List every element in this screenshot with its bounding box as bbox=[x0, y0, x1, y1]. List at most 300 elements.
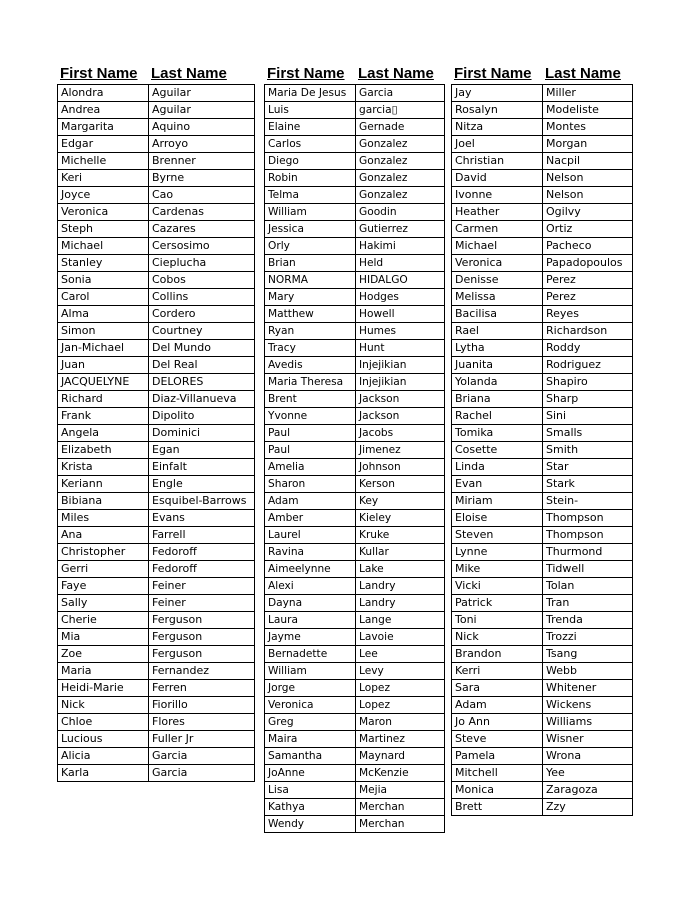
last-name-cell: Goodin bbox=[356, 204, 445, 221]
last-name-cell: Gernade bbox=[356, 119, 445, 136]
first-name-cell: Christian bbox=[452, 153, 543, 170]
first-name-cell: Karla bbox=[58, 765, 149, 782]
table-row bbox=[452, 102, 633, 119]
last-name-cell: Key bbox=[356, 493, 445, 510]
first-name-cell: Avedis bbox=[265, 357, 356, 374]
last-name-cell: Brenner bbox=[149, 153, 255, 170]
table-row bbox=[452, 408, 633, 425]
last-name-cell: Modeliste bbox=[543, 102, 633, 119]
table-row bbox=[265, 170, 445, 187]
first-name-cell: Zoe bbox=[58, 646, 149, 663]
last-name-cell: Kruke bbox=[356, 527, 445, 544]
last-name-cell: Jackson bbox=[356, 408, 445, 425]
table-row bbox=[452, 323, 633, 340]
last-name-cell: Flores bbox=[149, 714, 255, 731]
last-name-cell: Collins bbox=[149, 289, 255, 306]
first-name-cell: Carlos bbox=[265, 136, 356, 153]
first-name-cell: Richard bbox=[58, 391, 149, 408]
first-name-cell: Gerri bbox=[58, 561, 149, 578]
last-name-cell: Fernandez bbox=[149, 663, 255, 680]
first-name-cell: Samantha bbox=[265, 748, 356, 765]
table-row bbox=[452, 765, 633, 782]
table-row bbox=[452, 697, 633, 714]
first-name-cell: Kerri bbox=[452, 663, 543, 680]
name-list-block-1 bbox=[57, 64, 255, 782]
last-name-cell: Dominici bbox=[149, 425, 255, 442]
first-name-cell: Maria De Jesus bbox=[265, 85, 356, 102]
first-name-cell: William bbox=[265, 204, 356, 221]
table-row bbox=[265, 102, 445, 119]
first-name-cell: Brandon bbox=[452, 646, 543, 663]
first-name-cell: Ivonne bbox=[452, 187, 543, 204]
first-name-cell: Veronica bbox=[265, 697, 356, 714]
first-name-cell: Jay bbox=[452, 85, 543, 102]
table-row bbox=[265, 765, 445, 782]
last-name-cell: Miller bbox=[543, 85, 633, 102]
first-name-cell: JoAnne bbox=[265, 765, 356, 782]
last-name-cell: Thompson bbox=[543, 527, 633, 544]
first-name-cell: Christopher bbox=[58, 544, 149, 561]
table-row bbox=[58, 204, 255, 221]
table-row bbox=[58, 323, 255, 340]
last-name-cell: Del Real bbox=[149, 357, 255, 374]
first-name-cell: Carol bbox=[58, 289, 149, 306]
first-name-cell: Heather bbox=[452, 204, 543, 221]
first-name-cell: Mia bbox=[58, 629, 149, 646]
last-name-cell: Ferguson bbox=[149, 612, 255, 629]
table-row bbox=[58, 476, 255, 493]
first-name-cell: Brett bbox=[452, 799, 543, 816]
first-name-cell: Telma bbox=[265, 187, 356, 204]
last-name-cell: Ortiz bbox=[543, 221, 633, 238]
table-row bbox=[452, 425, 633, 442]
header-row bbox=[451, 64, 633, 82]
table-row bbox=[265, 340, 445, 357]
table-row bbox=[58, 578, 255, 595]
first-name-cell: Stanley bbox=[58, 255, 149, 272]
table-row bbox=[452, 612, 633, 629]
last-name-cell: Zaragoza bbox=[543, 782, 633, 799]
table-row bbox=[452, 663, 633, 680]
last-name-cell: Thurmond bbox=[543, 544, 633, 561]
first-name-cell: Brian bbox=[265, 255, 356, 272]
last-name-cell: Webb bbox=[543, 663, 633, 680]
table-row bbox=[265, 272, 445, 289]
last-name-cell: Injejikian bbox=[356, 374, 445, 391]
table-row bbox=[452, 731, 633, 748]
table-row bbox=[58, 544, 255, 561]
last-name-cell: Shapiro bbox=[543, 374, 633, 391]
first-name-cell: Jorge bbox=[265, 680, 356, 697]
first-name-cell: Angela bbox=[58, 425, 149, 442]
last-name-cell: Gonzalez bbox=[356, 136, 445, 153]
table-row bbox=[265, 663, 445, 680]
last-name-cell: Jackson bbox=[356, 391, 445, 408]
table-row bbox=[265, 510, 445, 527]
table-row bbox=[265, 646, 445, 663]
first-name-cell: Toni bbox=[452, 612, 543, 629]
first-name-cell: Andrea bbox=[58, 102, 149, 119]
last-name-cell: Garcia bbox=[149, 748, 255, 765]
table-row bbox=[265, 544, 445, 561]
last-name-cell: Zzy bbox=[543, 799, 633, 816]
last-name-cell: Fiorillo bbox=[149, 697, 255, 714]
last-name-cell: Johnson bbox=[356, 459, 445, 476]
table-row bbox=[58, 85, 255, 102]
first-name-cell: Sally bbox=[58, 595, 149, 612]
name-list-block-2 bbox=[264, 64, 445, 833]
last-name-cell: Montes bbox=[543, 119, 633, 136]
last-name-cell: Howell bbox=[356, 306, 445, 323]
table-row bbox=[265, 153, 445, 170]
first-name-cell: Bernadette bbox=[265, 646, 356, 663]
table-row bbox=[265, 323, 445, 340]
table-row bbox=[452, 680, 633, 697]
table-row bbox=[265, 799, 445, 816]
last-name-cell: Lopez bbox=[356, 680, 445, 697]
last-name-cell: Tolan bbox=[543, 578, 633, 595]
last-name-cell: Kieley bbox=[356, 510, 445, 527]
first-name-cell: Alicia bbox=[58, 748, 149, 765]
first-name-cell: Rachel bbox=[452, 408, 543, 425]
first-name-cell: Steph bbox=[58, 221, 149, 238]
last-name-cell: Jacobs bbox=[356, 425, 445, 442]
table-row bbox=[58, 425, 255, 442]
last-name-cell: Yee bbox=[543, 765, 633, 782]
first-name-cell: Jo Ann bbox=[452, 714, 543, 731]
first-name-cell: Maira bbox=[265, 731, 356, 748]
table-row bbox=[452, 187, 633, 204]
table-row bbox=[265, 238, 445, 255]
last-name-cell: Humes bbox=[356, 323, 445, 340]
last-name-cell: Cordero bbox=[149, 306, 255, 323]
first-name-cell: Lytha bbox=[452, 340, 543, 357]
first-name-cell: Cherie bbox=[58, 612, 149, 629]
first-name-cell: Michael bbox=[452, 238, 543, 255]
last-name-cell: Williams bbox=[543, 714, 633, 731]
table-row bbox=[452, 782, 633, 799]
table-row bbox=[265, 816, 445, 833]
first-name-cell: Miles bbox=[58, 510, 149, 527]
first-name-cell: Wendy bbox=[265, 816, 356, 833]
last-name-cell: DELORES bbox=[149, 374, 255, 391]
first-name-cell: Mike bbox=[452, 561, 543, 578]
first-name-cell: Maria bbox=[58, 663, 149, 680]
table-row bbox=[452, 153, 633, 170]
table-row bbox=[452, 646, 633, 663]
last-name-cell: Fedoroff bbox=[149, 544, 255, 561]
last-name-header: Last Name bbox=[545, 65, 621, 82]
last-name-cell: Lange bbox=[356, 612, 445, 629]
table-row bbox=[58, 493, 255, 510]
last-name-cell: Whitener bbox=[543, 680, 633, 697]
first-name-cell: Adam bbox=[452, 697, 543, 714]
last-name-cell: Wickens bbox=[543, 697, 633, 714]
last-name-cell: Tran bbox=[543, 595, 633, 612]
table-row bbox=[452, 204, 633, 221]
last-name-cell: Esquibel-Barrows bbox=[149, 493, 255, 510]
table-row bbox=[265, 408, 445, 425]
name-table bbox=[57, 84, 255, 782]
table-row bbox=[452, 544, 633, 561]
first-name-cell: Tracy bbox=[265, 340, 356, 357]
first-name-cell: Elizabeth bbox=[58, 442, 149, 459]
table-row bbox=[58, 136, 255, 153]
first-name-cell: Keri bbox=[58, 170, 149, 187]
last-name-cell: Stark bbox=[543, 476, 633, 493]
last-name-cell: Courtney bbox=[149, 323, 255, 340]
first-name-cell: Melissa bbox=[452, 289, 543, 306]
table-row bbox=[265, 442, 445, 459]
table-row bbox=[58, 731, 255, 748]
table-row bbox=[265, 578, 445, 595]
table-row bbox=[58, 391, 255, 408]
last-name-cell: Aquino bbox=[149, 119, 255, 136]
first-name-cell: Amber bbox=[265, 510, 356, 527]
table-row bbox=[265, 561, 445, 578]
table-row bbox=[452, 714, 633, 731]
table-row bbox=[58, 459, 255, 476]
table-row bbox=[265, 204, 445, 221]
table-row bbox=[265, 476, 445, 493]
table-row bbox=[452, 629, 633, 646]
first-name-cell: NORMA bbox=[265, 272, 356, 289]
last-name-cell: Lopez bbox=[356, 697, 445, 714]
table-row bbox=[58, 170, 255, 187]
first-name-cell: Rosalyn bbox=[452, 102, 543, 119]
last-name-header: Last Name bbox=[358, 65, 434, 82]
first-name-cell: Greg bbox=[265, 714, 356, 731]
table-row bbox=[452, 136, 633, 153]
last-name-cell: Roddy bbox=[543, 340, 633, 357]
first-name-cell: Pamela bbox=[452, 748, 543, 765]
first-name-cell: Vicki bbox=[452, 578, 543, 595]
last-name-cell: Einfalt bbox=[149, 459, 255, 476]
last-name-cell: Aguilar bbox=[149, 85, 255, 102]
table-row bbox=[265, 221, 445, 238]
last-name-cell: Gonzalez bbox=[356, 170, 445, 187]
first-name-cell: Dayna bbox=[265, 595, 356, 612]
table-row bbox=[452, 442, 633, 459]
table-row bbox=[452, 459, 633, 476]
first-name-cell: David bbox=[452, 170, 543, 187]
last-name-cell: Martinez bbox=[356, 731, 445, 748]
table-row bbox=[265, 187, 445, 204]
first-name-cell: Sonia bbox=[58, 272, 149, 289]
table-row bbox=[265, 748, 445, 765]
first-name-cell: Steve bbox=[452, 731, 543, 748]
last-name-cell: Mejia bbox=[356, 782, 445, 799]
last-name-cell: Nacpil bbox=[543, 153, 633, 170]
last-name-cell: Smalls bbox=[543, 425, 633, 442]
last-name-cell: Hakimi bbox=[356, 238, 445, 255]
first-name-cell: William bbox=[265, 663, 356, 680]
last-name-cell: Ferguson bbox=[149, 629, 255, 646]
table-row bbox=[265, 459, 445, 476]
last-name-cell: Trozzi bbox=[543, 629, 633, 646]
first-name-cell: Matthew bbox=[265, 306, 356, 323]
last-name-cell: Held bbox=[356, 255, 445, 272]
first-name-cell: Brent bbox=[265, 391, 356, 408]
last-name-cell: Ferguson bbox=[149, 646, 255, 663]
table-row bbox=[452, 306, 633, 323]
name-list-block-3 bbox=[451, 64, 633, 816]
first-name-cell: Lynne bbox=[452, 544, 543, 561]
first-name-cell: Kathya bbox=[265, 799, 356, 816]
header-row bbox=[57, 64, 255, 82]
first-name-cell: Alexi bbox=[265, 578, 356, 595]
first-name-cell: Margarita bbox=[58, 119, 149, 136]
table-row bbox=[265, 527, 445, 544]
last-name-cell: HIDALGO bbox=[356, 272, 445, 289]
last-name-cell: Sharp bbox=[543, 391, 633, 408]
first-name-cell: Steven bbox=[452, 527, 543, 544]
table-row bbox=[58, 187, 255, 204]
table-row bbox=[58, 629, 255, 646]
last-name-cell: Levy bbox=[356, 663, 445, 680]
last-name-cell: Lake bbox=[356, 561, 445, 578]
first-name-cell: Veronica bbox=[58, 204, 149, 221]
table-row bbox=[452, 476, 633, 493]
first-name-cell: Carmen bbox=[452, 221, 543, 238]
first-name-cell: Tomika bbox=[452, 425, 543, 442]
table-row bbox=[58, 561, 255, 578]
last-name-cell: Perez bbox=[543, 272, 633, 289]
name-table bbox=[264, 84, 445, 833]
first-name-cell: Laurel bbox=[265, 527, 356, 544]
table-row bbox=[452, 493, 633, 510]
last-name-cell: Aguilar bbox=[149, 102, 255, 119]
table-row bbox=[265, 493, 445, 510]
table-row bbox=[265, 782, 445, 799]
last-name-cell: Farrell bbox=[149, 527, 255, 544]
last-name-cell: Sini bbox=[543, 408, 633, 425]
last-name-cell: Hunt bbox=[356, 340, 445, 357]
table-row bbox=[265, 731, 445, 748]
first-name-cell: Rael bbox=[452, 323, 543, 340]
table-row bbox=[265, 119, 445, 136]
table-row bbox=[452, 391, 633, 408]
first-name-cell: Evan bbox=[452, 476, 543, 493]
table-row bbox=[58, 374, 255, 391]
first-name-cell: Joel bbox=[452, 136, 543, 153]
table-row bbox=[58, 408, 255, 425]
last-name-cell: Cardenas bbox=[149, 204, 255, 221]
last-name-cell: Tsang bbox=[543, 646, 633, 663]
table-row bbox=[452, 272, 633, 289]
first-name-cell: Elaine bbox=[265, 119, 356, 136]
last-name-cell: garcia▯ bbox=[356, 102, 445, 119]
first-name-cell: Adam bbox=[265, 493, 356, 510]
table-row bbox=[265, 680, 445, 697]
last-name-cell: Tidwell bbox=[543, 561, 633, 578]
last-name-header: Last Name bbox=[151, 65, 227, 82]
table-row bbox=[265, 255, 445, 272]
table-row bbox=[58, 527, 255, 544]
last-name-cell: Cersosimo bbox=[149, 238, 255, 255]
first-name-cell: Michael bbox=[58, 238, 149, 255]
table-row bbox=[452, 374, 633, 391]
first-name-cell: Chloe bbox=[58, 714, 149, 731]
last-name-cell: Lee bbox=[356, 646, 445, 663]
table-row bbox=[265, 85, 445, 102]
first-name-cell: Briana bbox=[452, 391, 543, 408]
table-row bbox=[58, 748, 255, 765]
last-name-cell: Reyes bbox=[543, 306, 633, 323]
name-table bbox=[451, 84, 633, 816]
first-name-cell: Linda bbox=[452, 459, 543, 476]
table-row bbox=[58, 442, 255, 459]
table-row bbox=[58, 340, 255, 357]
last-name-cell: Cao bbox=[149, 187, 255, 204]
first-name-cell: Monica bbox=[452, 782, 543, 799]
last-name-cell: Papadopoulos bbox=[543, 255, 633, 272]
table-row bbox=[265, 306, 445, 323]
table-row bbox=[452, 221, 633, 238]
first-name-cell: Paul bbox=[265, 425, 356, 442]
table-row bbox=[452, 170, 633, 187]
first-name-cell: Diego bbox=[265, 153, 356, 170]
first-name-cell: Luis bbox=[265, 102, 356, 119]
last-name-cell: Gutierrez bbox=[356, 221, 445, 238]
first-name-cell: Alondra bbox=[58, 85, 149, 102]
first-name-header: First Name bbox=[454, 65, 532, 82]
last-name-cell: Dipolito bbox=[149, 408, 255, 425]
last-name-cell: Cieplucha bbox=[149, 255, 255, 272]
last-name-cell: McKenzie bbox=[356, 765, 445, 782]
last-name-cell: Garcia bbox=[356, 85, 445, 102]
first-name-cell: Orly bbox=[265, 238, 356, 255]
last-name-cell: Injejikian bbox=[356, 357, 445, 374]
table-row bbox=[58, 272, 255, 289]
first-name-cell: Bibiana bbox=[58, 493, 149, 510]
table-row bbox=[452, 289, 633, 306]
first-name-cell: Ryan bbox=[265, 323, 356, 340]
table-row bbox=[452, 357, 633, 374]
table-row bbox=[265, 612, 445, 629]
first-name-cell: Jessica bbox=[265, 221, 356, 238]
last-name-cell: Landry bbox=[356, 595, 445, 612]
first-name-cell: Paul bbox=[265, 442, 356, 459]
first-name-cell: Alma bbox=[58, 306, 149, 323]
first-name-header: First Name bbox=[60, 65, 138, 82]
table-row bbox=[452, 340, 633, 357]
table-row bbox=[265, 714, 445, 731]
last-name-cell: Rodriguez bbox=[543, 357, 633, 374]
last-name-cell: Maron bbox=[356, 714, 445, 731]
last-name-cell: Nelson bbox=[543, 187, 633, 204]
first-name-cell: Mitchell bbox=[452, 765, 543, 782]
table-row bbox=[58, 595, 255, 612]
table-row bbox=[58, 765, 255, 782]
first-name-cell: Amelia bbox=[265, 459, 356, 476]
last-name-cell: Nelson bbox=[543, 170, 633, 187]
last-name-cell: Gonzalez bbox=[356, 153, 445, 170]
last-name-cell: Jimenez bbox=[356, 442, 445, 459]
last-name-cell: Diaz-Villanueva bbox=[149, 391, 255, 408]
first-name-cell: Joyce bbox=[58, 187, 149, 204]
first-name-cell: Lisa bbox=[265, 782, 356, 799]
table-row bbox=[58, 646, 255, 663]
first-name-cell: Lucious bbox=[58, 731, 149, 748]
header-row bbox=[264, 64, 445, 82]
last-name-cell: Fuller Jr bbox=[149, 731, 255, 748]
table-row bbox=[58, 221, 255, 238]
last-name-cell: Feiner bbox=[149, 578, 255, 595]
first-name-cell: Patrick bbox=[452, 595, 543, 612]
table-row bbox=[265, 357, 445, 374]
first-name-cell: Juan bbox=[58, 357, 149, 374]
